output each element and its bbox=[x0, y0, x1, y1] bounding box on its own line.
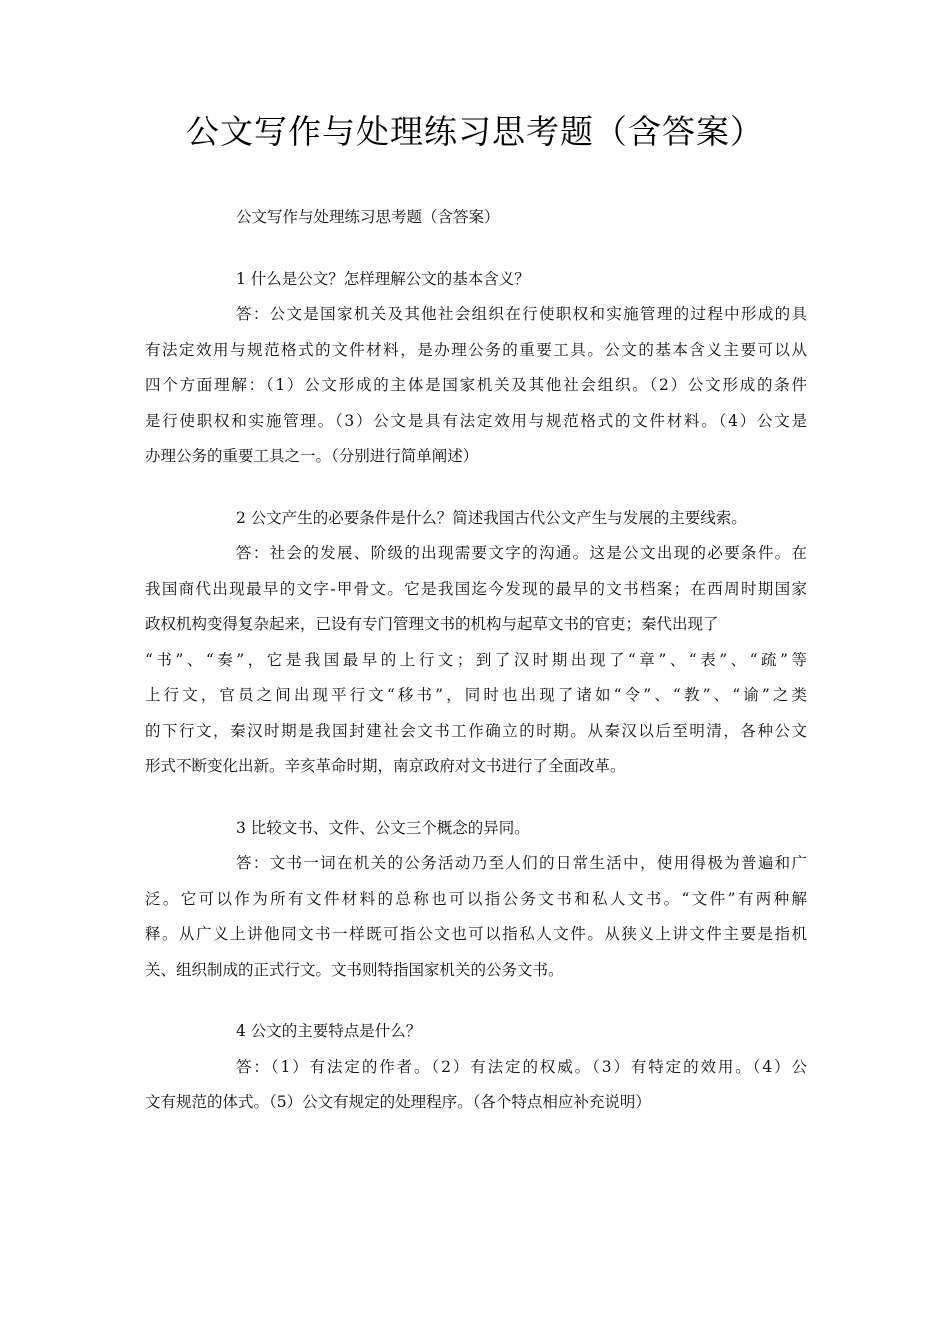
answer-2-line-6: 的下行文，秦汉时期是我国封建社会文书工作确立的时期。从秦汉以后至明清，各种公文 bbox=[145, 721, 807, 740]
paragraph-gap bbox=[145, 785, 807, 811]
answer-3-line-3: 释。从广义上讲他同文书一样既可指公文也可以指私人文件。从狭义上讲文件主要是指机 bbox=[145, 925, 807, 943]
answer-3-line-4: 关、组织制成的正式行文。文书则特指国家机关的公务文书。 bbox=[145, 960, 564, 979]
answer-1-line-5: 办理公务的重要工具之一。（分别进行简单阐述） bbox=[145, 447, 479, 465]
answer-1-line-1: 答：公文是国家机关及其他社会组织在行使职权和实施管理的过程中形成的具 bbox=[236, 305, 807, 323]
qa-section-1 bbox=[145, 262, 807, 475]
question-1: 1 什么是公文？怎样理解公文的基本含义？ bbox=[236, 269, 530, 288]
question-3: 3 比较文书、文件、公文三个概念的异同。 bbox=[236, 818, 530, 837]
qa-section-4 bbox=[145, 1014, 807, 1121]
paragraph-gap bbox=[145, 236, 807, 262]
document-title: 公文写作与处理练习思考题（含答案） bbox=[186, 112, 764, 151]
answer-2-line-1: 答：社会的发展、阶级的出现需要文字的沟通。这是公文出现的必要条件。在 bbox=[236, 544, 807, 562]
answer-2-line-4: “书”、“奏”，它是我国最早的上行文；到了汉时期出现了“章”、“表”、“疏”等 bbox=[145, 650, 807, 669]
document-subtitle: 公文写作与处理练习思考题（含答案） bbox=[236, 208, 500, 226]
answer-4-line-1: 答：（1）有法定的作者。（2）有法定的权威。（3）有特定的效用。（4）公 bbox=[236, 1057, 807, 1076]
answer-3-line-2: 泛。它可以作为所有文件材料的总称也可以指公务文书和私人文书。“文件”有两种解 bbox=[145, 889, 807, 908]
paragraph-gap bbox=[145, 988, 807, 1014]
answer-2-line-7: 形式不断变化出新。辛亥革命时期，南京政府对文书进行了全面改革。 bbox=[145, 757, 626, 775]
answer-2-line-5: 上行文，官员之间出现平行文“移书”，同时也出现了诸如“令”、“教”、“谕”之类 bbox=[145, 686, 807, 704]
answer-1-line-2: 有法定效用与规范格式的文件材料，是办理公务的重要工具。公文的基本含义主要可以从 bbox=[145, 340, 807, 359]
answer-2-line-2: 我国商代出现最早的文字-甲骨文。它是我国迄今发现的最早的文书档案；在西周时期国家 bbox=[145, 579, 807, 598]
document-body bbox=[145, 200, 807, 1121]
question-4: 4 公文的主要特点是什么？ bbox=[236, 1022, 422, 1040]
qa-section-3 bbox=[145, 811, 807, 989]
paragraph-gap bbox=[145, 475, 807, 501]
answer-3-line-1: 答：文书一词在机关的公务活动乃至人们的日常生活中，使用得极为普遍和广 bbox=[236, 854, 807, 872]
answer-4-line-2: 文有规范的体式。（5）公文有规定的处理程序。（各个特点相应补充说明） bbox=[145, 1093, 651, 1111]
answer-2-line-3: 政权机构变得复杂起来，已设有专门管理文书的机构与起草文书的官吏；秦代出现了 bbox=[145, 615, 719, 633]
answer-1-line-4: 是行使职权和实施管理。（3）公文是具有法定效用与规范格式的文件材料。（4）公文是 bbox=[145, 411, 807, 430]
question-2: 2 公文产生的必要条件是什么？简述我国古代公文产生与发展的主要线索。 bbox=[236, 508, 747, 527]
qa-section-2 bbox=[145, 501, 807, 785]
answer-1-line-3: 四个方面理解：（1）公文形成的主体是国家机关及其他社会组织。（2）公文形成的条件 bbox=[145, 376, 807, 394]
